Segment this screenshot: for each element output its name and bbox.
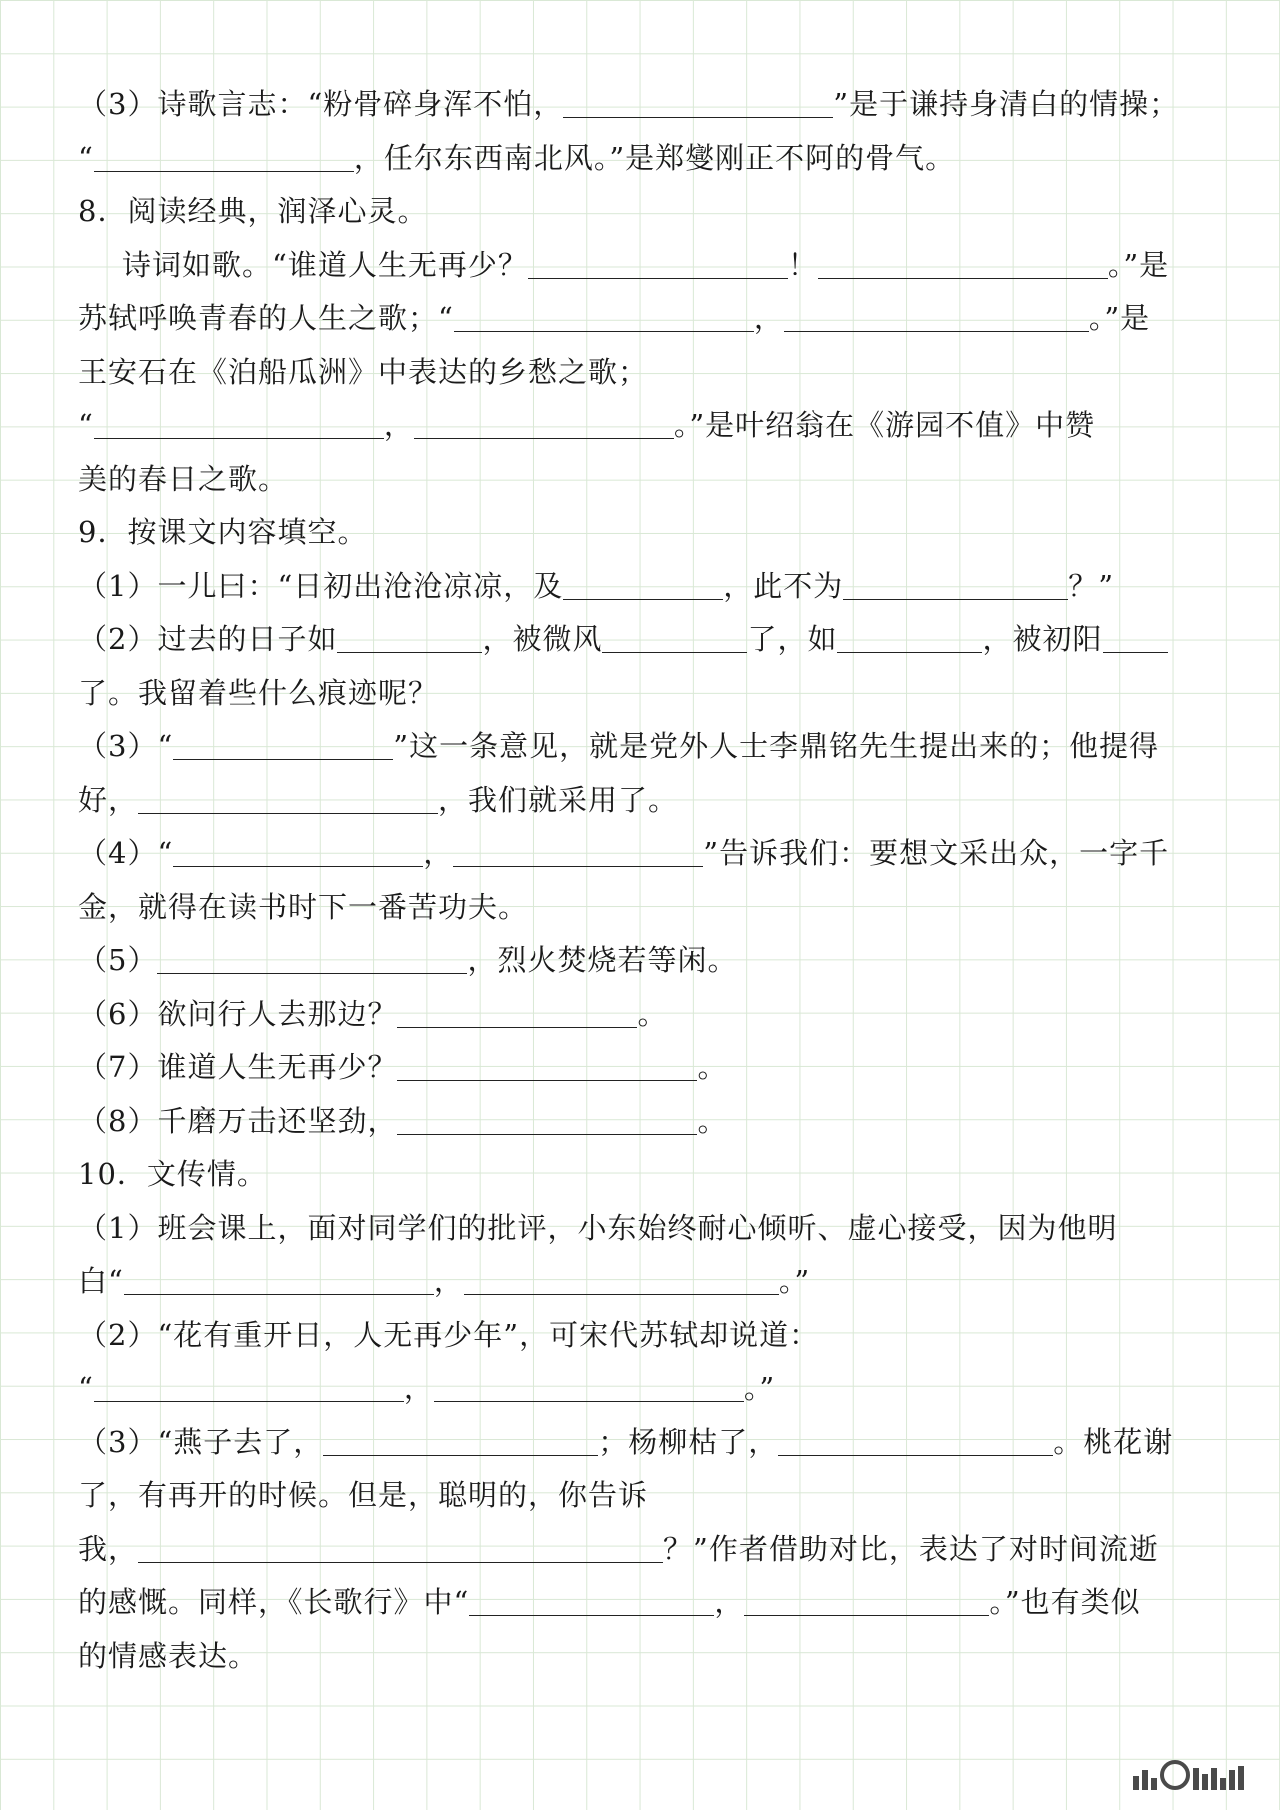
line-text: 。” — [778, 1264, 811, 1298]
line-text: 8．阅读经典，润泽心灵。 — [78, 194, 428, 228]
line-text: ；杨柳枯了， — [598, 1424, 779, 1459]
answer-blank[interactable] — [397, 997, 637, 1028]
answer-blank[interactable] — [337, 622, 482, 653]
text-line — [78, 827, 1208, 881]
line-text: ， — [433, 1264, 464, 1298]
line-text: 。”是 — [1088, 301, 1151, 335]
text-line — [78, 1148, 1208, 1202]
line-text: ！ — [787, 247, 818, 282]
answer-blank[interactable] — [173, 836, 423, 867]
text-line — [78, 1630, 1208, 1684]
line-text: （2）过去的日子如 — [78, 622, 338, 656]
line-text: （1）班会课上，面对同学们的批评，小东始终耐心倾听、虚心接受，因为他明 — [78, 1210, 1118, 1245]
answer-blank[interactable] — [784, 301, 1089, 332]
answer-blank[interactable] — [94, 1371, 404, 1402]
line-text: 。”也有类似 — [989, 1585, 1141, 1619]
answer-blank[interactable] — [397, 1050, 697, 1081]
line-text: （8）千磨万击还坚劲， — [78, 1103, 398, 1138]
answer-blank[interactable] — [563, 87, 833, 118]
line-text: 白“ — [78, 1264, 124, 1298]
answer-blank[interactable] — [173, 729, 393, 760]
answer-blank[interactable] — [837, 622, 982, 653]
text-line — [78, 1041, 1208, 1095]
line-text: ？”作者借助对比，表达了对时间流逝 — [663, 1531, 1159, 1566]
line-text: （3）“燕子去了， — [78, 1424, 324, 1459]
text-line — [78, 399, 1208, 453]
text-line — [78, 292, 1208, 346]
line-text: ， — [753, 301, 784, 335]
line-text: （4）“ — [78, 836, 174, 870]
line-text: ，烈火焚烧若等闲。 — [467, 943, 738, 977]
text-line — [78, 560, 1208, 614]
line-text: ， — [423, 836, 454, 870]
line-text: （1）一儿曰：“日初出沧沧凉凉，及 — [78, 568, 564, 603]
answer-blank[interactable] — [469, 1585, 714, 1616]
line-text: “ — [78, 408, 94, 442]
text-line — [78, 1255, 1208, 1309]
line-text: 。”是 — [1107, 247, 1170, 282]
answer-blank[interactable] — [397, 1104, 697, 1135]
line-text: 金，就得在读书时下一番苦功夫。 — [78, 889, 529, 924]
text-line — [78, 988, 1208, 1042]
answer-blank[interactable] — [528, 248, 788, 279]
line-text: ？” — [1068, 568, 1115, 603]
text-line — [78, 934, 1208, 988]
text-line — [78, 185, 1208, 239]
answer-blank[interactable] — [138, 1532, 663, 1563]
line-text: 。”是叶绍翁在《游园不值》中赞 — [673, 408, 1096, 442]
line-text: 的情感表达。 — [78, 1638, 259, 1673]
line-text: ， — [714, 1585, 745, 1619]
line-text: ，被微风 — [482, 622, 603, 656]
answer-blank[interactable] — [434, 1371, 744, 1402]
line-text: 10．文传情。 — [78, 1157, 267, 1191]
line-text: （5） — [78, 943, 158, 977]
line-text: （3）诗歌言志：“粉骨碎身浑不怕， — [78, 87, 564, 121]
answer-blank[interactable] — [563, 569, 723, 600]
text-line — [78, 774, 1208, 828]
text-line — [78, 881, 1208, 935]
text-line — [78, 132, 1208, 186]
line-text: “ — [78, 1371, 94, 1405]
line-text: 。 — [637, 996, 668, 1031]
text-line — [78, 1095, 1208, 1149]
line-text: ，我们就采用了。 — [438, 782, 679, 817]
line-text: “ — [78, 140, 94, 175]
text-line — [78, 720, 1208, 774]
answer-blank[interactable] — [453, 836, 703, 867]
line-text: 我， — [78, 1531, 139, 1566]
text-line — [78, 506, 1208, 560]
line-text: 了。我留着些什么痕迹呢？ — [78, 675, 439, 710]
text-line — [78, 613, 1208, 667]
line-text: 美的春日之歌。 — [78, 461, 289, 496]
text-line — [78, 1523, 1208, 1577]
text-line — [78, 346, 1208, 400]
answer-blank[interactable] — [843, 569, 1068, 600]
answer-blank[interactable] — [454, 301, 754, 332]
line-text: （3）“ — [78, 729, 174, 763]
line-text: ，此不为 — [723, 568, 844, 603]
text-line — [78, 1416, 1208, 1470]
worksheet — [78, 78, 1208, 1683]
answer-blank[interactable] — [414, 408, 674, 439]
line-text: 。 — [697, 1050, 728, 1084]
answer-blank[interactable] — [124, 1264, 434, 1295]
answer-blank[interactable] — [464, 1264, 779, 1295]
answer-blank[interactable] — [94, 408, 384, 439]
line-text: 的感慨。同样，《长歌行》中“ — [78, 1585, 470, 1619]
text-line — [78, 239, 1208, 293]
line-text: ”是于谦持身清白的情操； — [833, 87, 1180, 121]
line-text: ”告诉我们：要想文采出众，一字千 — [703, 836, 1170, 870]
text-line — [78, 1202, 1208, 1256]
text-line — [78, 78, 1208, 132]
line-text: 了，如 — [747, 622, 838, 656]
line-text: ，任尔东西南北风。”是郑燮刚正不阿的骨气。 — [353, 140, 956, 175]
line-text: 。” — [743, 1371, 776, 1405]
line-text: 了，有再开的时候。但是，聪明的，你告诉 — [78, 1478, 649, 1512]
line-text: 好， — [78, 782, 139, 817]
text-line — [78, 453, 1208, 507]
line-text: ， — [403, 1371, 434, 1405]
text-line — [78, 1362, 1208, 1416]
line-text: （6）欲问行人去那边？ — [78, 996, 398, 1031]
answer-blank[interactable] — [94, 141, 354, 172]
line-text: 诗词如歌。“谁道人生无再少？ — [122, 247, 528, 282]
answer-blank[interactable] — [323, 1425, 598, 1456]
line-text: （2）“花有重开日，人无再少年”，可宋代苏轼却说道： — [78, 1317, 820, 1352]
answer-blank[interactable] — [818, 248, 1108, 279]
line-text: ，被初阳 — [982, 622, 1103, 656]
answer-blank[interactable] — [778, 1425, 1053, 1456]
line-text: ”这一条意见，就是党外人士李鼎铭先生提出来的；他提得 — [393, 729, 1160, 763]
line-text: 王安石在《泊船瓜洲》中表达的乡愁之歌； — [78, 354, 649, 389]
answer-blank[interactable] — [602, 622, 747, 653]
answer-blank[interactable] — [157, 943, 467, 974]
text-line — [78, 667, 1208, 721]
line-text: 苏轼呼唤青春的人生之歌；“ — [78, 301, 454, 335]
answer-blank[interactable] — [1103, 622, 1168, 653]
line-text: 。桃花谢 — [1053, 1424, 1174, 1459]
answer-blank[interactable] — [744, 1585, 989, 1616]
answer-blank[interactable] — [138, 783, 438, 814]
text-line — [78, 1469, 1208, 1523]
watermark-logo — [1133, 1760, 1244, 1790]
text-line — [78, 1309, 1208, 1363]
text-line — [78, 1576, 1208, 1630]
line-text: ， — [383, 408, 414, 442]
line-text: 9．按课文内容填空。 — [78, 515, 368, 549]
line-text: 。 — [697, 1103, 728, 1138]
line-text: （7）谁道人生无再少？ — [78, 1050, 398, 1084]
